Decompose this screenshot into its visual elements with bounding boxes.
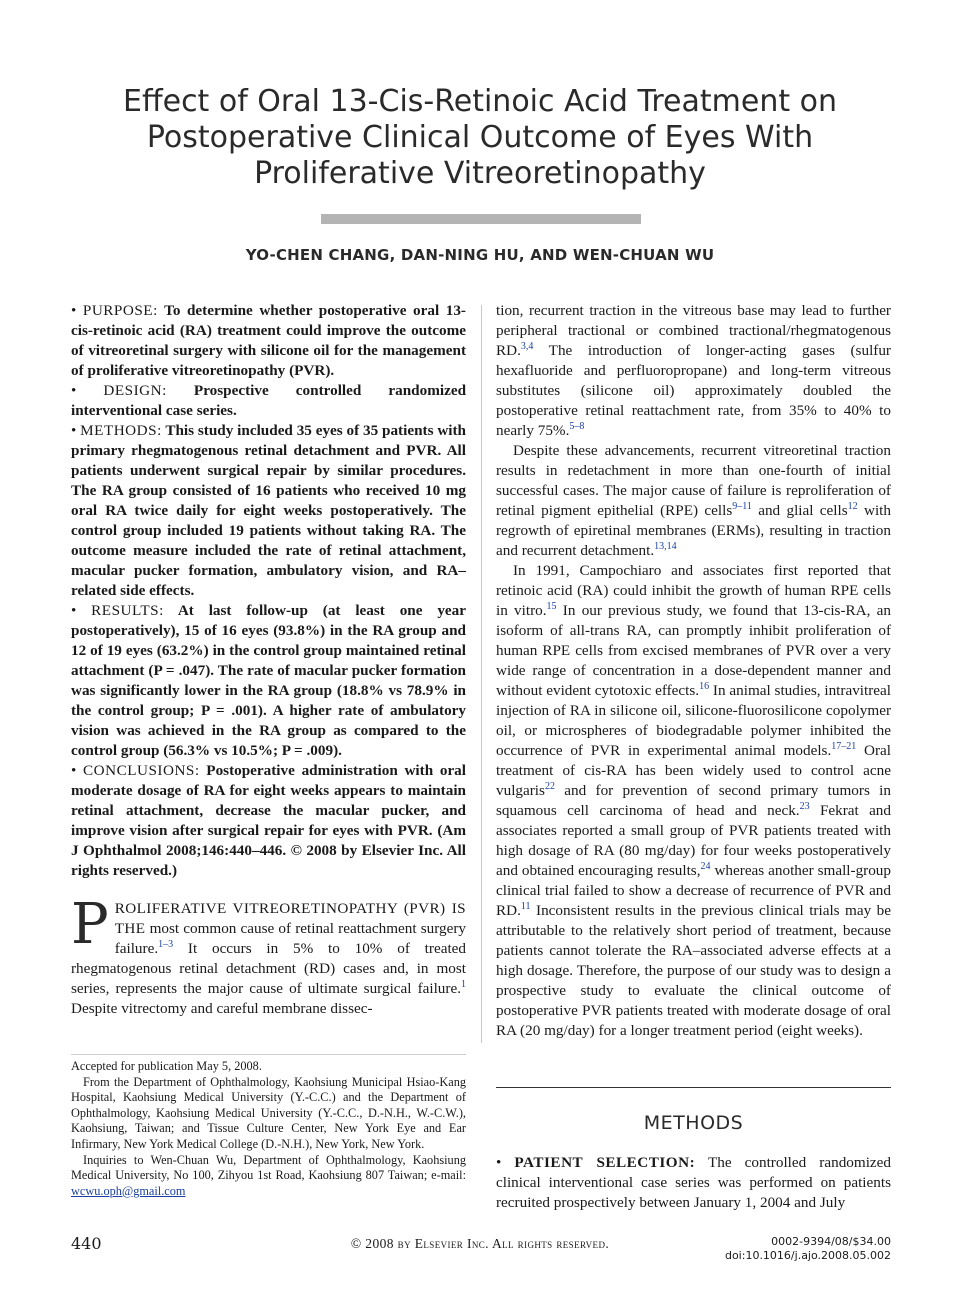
reference-link[interactable]: 9–11 bbox=[732, 501, 752, 512]
abstract-text: Postoperative administration with oral moderate dosage of RA for eight weeks appears to maintain retinal attachment, decrease the macular pucker, and improve vision after surgical repair for eyes with PVR. bbox=[71, 762, 467, 839]
body-paragraph bbox=[496, 441, 891, 561]
body-paragraph bbox=[496, 301, 891, 441]
reference-link[interactable]: 5–8 bbox=[569, 421, 585, 432]
page-number: 440 bbox=[71, 1234, 102, 1253]
drop-cap: P bbox=[71, 892, 109, 957]
bullet: • bbox=[496, 1154, 502, 1171]
body-text: whereas another small-group clinical trial failed to show a decrease of recurrence of PVR and RD. bbox=[496, 862, 891, 919]
abstract bbox=[71, 301, 466, 881]
doi: doi:10.1016/j.ajo.2008.05.002 bbox=[724, 1249, 891, 1262]
intro-text: Despite vitrectomy and careful membrane dissec- bbox=[71, 1000, 373, 1017]
footnote-affiliation: From the Department of Ophthalmology, Kaohsiung Municipal Hsiao-Kang Hospital, Kaohsiung Medical University (Y.-C.C.) and the Department of Ophthalmology, Kaohsiung Medical University (Y.-C.C., D.-N.H., W.-C.W.), Kaohsiung, Taiwan; and Tissue Culture Center, New York Eye and Ear Infirmary, New York Medical College (D.-N.H.), New York, New York. bbox=[71, 1074, 466, 1151]
reference-link[interactable]: 12 bbox=[847, 501, 858, 512]
abstract-methods bbox=[71, 421, 466, 601]
body-text: In 1991, Campochiaro and associates first reported that retinoic acid (RA) could inhibit the growth of human RPE cells in vitro. bbox=[496, 562, 891, 619]
body-text: In animal studies, intravitreal injection of RA in silicone oil, silicone-fluorosilicone copolymer oil, or microspheres of biodegradable polymer inhibited the occurrence of PVR in experimental animal models. bbox=[496, 682, 891, 759]
reference-link[interactable]: 17–21 bbox=[831, 741, 857, 752]
methods-text: The controlled randomized clinical interventional case series was performed on patients recruited prospectively between January 1, 2004 and July bbox=[496, 1154, 891, 1211]
bullet: • bbox=[71, 422, 77, 439]
article-title bbox=[60, 84, 900, 192]
title-line: Proliferative Vitreoretinopathy bbox=[254, 156, 706, 191]
abstract-text: To determine whether postoperative oral 13-cis-retinoic acid (RA) treatment could improve the outcome of vitreoretinal surgery with silicone oil for the management of proliferative vitreoretinopathy (PVR). bbox=[71, 302, 466, 379]
bullet: • bbox=[71, 382, 77, 399]
methods-body bbox=[496, 1153, 891, 1213]
author-list: YO-CHEN CHANG, DAN-NING HU, AND WEN-CHUAN WU bbox=[245, 246, 715, 264]
body-text: with regrowth of epiretinal membranes (ERMs), resulting in traction and recurrent detachment. bbox=[496, 502, 891, 559]
body-text: The introduction of longer-acting gases (sulfur hexafluoride and perfluoropropane) and long-term vitreous substitutes (silicone oil) approximately doubled the postoperative retinal reattachment rate, from 35% to 40% to nearly 75%. bbox=[496, 342, 891, 439]
abstract-purpose bbox=[71, 301, 466, 381]
body-text: and glial cells bbox=[751, 502, 848, 519]
footnote-inquiries bbox=[71, 1153, 466, 1200]
reference-link[interactable]: 1 bbox=[461, 979, 466, 990]
abstract-label: PURPOSE: bbox=[82, 302, 158, 319]
body-text: Oral treatment of cis-RA has been widely used to control acne vulgaris bbox=[496, 742, 891, 799]
abstract-text: This study included 35 eyes of 35 patients with primary rhegmatogenous retinal detachment and PVR. All patients underwent surgical repair by similar procedures. The RA group consisted of 16 patients who received 10 mg oral RA twice daily for eight weeks postoperatively. The control group included 19 patients without taking RA. The outcome measure included the rate of retinal attachment, macular pucker formation, ambulatory vision, and RA–related side effects. bbox=[71, 422, 467, 599]
reference-link[interactable]: 3,4 bbox=[520, 341, 534, 352]
body-text: In our previous study, we found that 13-cis-RA, an isoform of all-trans RA, can promptly inhibit proliferation of human RPE cells from excised membranes of PVR over a very wide range of concentration in a dose-dependent manner and without evident cytotoxic effects. bbox=[496, 602, 891, 699]
title-line: Effect of Oral 13-Cis-Retinoic Acid Treatment on bbox=[122, 84, 837, 119]
footnote-rule bbox=[71, 1054, 466, 1055]
column-divider bbox=[481, 305, 482, 1043]
abstract-label: METHODS: bbox=[80, 422, 162, 439]
reference-link[interactable]: 22 bbox=[544, 781, 555, 792]
bullet: • bbox=[71, 602, 77, 619]
abstract-conclusions bbox=[71, 761, 466, 881]
reference-link[interactable]: 1–3 bbox=[158, 939, 174, 950]
abstract-text: At last follow-up (at least one year postoperatively), 15 of 16 eyes (93.8%) in the RA group and 12 of 19 eyes (63.2%) in the control group maintained retinal attachment (P = .047). The rate of macular pucker formation was significantly lower in the RA group (18.8% vs 78.9% in the control group; P = .001). A higher rate of ambulatory vision was achieved in the RA group as compared to the control group (56.3% vs 10.5%; P = .009). bbox=[71, 602, 466, 759]
issn: 0002-9394/08/$34.00 bbox=[771, 1235, 891, 1248]
bullet: • bbox=[71, 762, 77, 779]
intro-paragraph bbox=[71, 892, 466, 1019]
footnote-accepted: Accepted for publication May 5, 2008. bbox=[71, 1059, 262, 1073]
body-text: tion, recurrent traction in the vitreous base may lead to further peripheral tractional or combined tractional/rhegmatogenous RD. bbox=[496, 302, 891, 359]
intro-text: It occurs in 5% to 10% of treated rhegmatogenous retinal detachment (RD) cases and, in most series, represents the major cause of ultimate surgical failure. bbox=[71, 940, 466, 997]
left-column bbox=[71, 301, 466, 1019]
intro-lead: ROLIFERATIVE VITREORETINOPATHY (PVR) IS THE bbox=[114, 900, 466, 937]
right-column bbox=[496, 301, 891, 1041]
body-paragraph bbox=[496, 561, 891, 1041]
abstract-text: Prospective controlled randomized interventional case series. bbox=[71, 382, 467, 419]
body-text: and for prevention of second primary tumors in squamous cell carcinoma of head and neck. bbox=[496, 782, 891, 819]
abstract-design bbox=[71, 381, 466, 421]
section-rule bbox=[496, 1087, 891, 1088]
body-text: Inconsistent results in the previous clinical trials may be attributable to the relatively short period of treatment, because patients cannot tolerate the RA–associated adverse effects at a high dosage. Therefore, the purpose of our study was to design a prospective study to evaluate the clinical outcome of postoperative PVR patients treated with moderate dosage of oral RA (20 mg/day) for a longer treatment period (eight weeks). bbox=[496, 902, 891, 1039]
footnotes bbox=[71, 1059, 466, 1199]
body-text: Despite these advancements, recurrent vitreoretinal traction results in redetachment in more than one-fourth of initial successful cases. The major cause of failure is reproliferation of retinal pigment epithelial (RPE) cells bbox=[496, 442, 891, 519]
email-link[interactable]: wcwu.oph@gmail.com bbox=[71, 1183, 186, 1198]
introduction bbox=[71, 892, 466, 1019]
reference-link[interactable]: 16 bbox=[699, 681, 710, 692]
inquiries-text: Inquiries to Wen-Chuan Wu, Department of Ophthalmology, Kaohsiung Medical University, No 100, Zihyou 1st Road, Kaohsiung 807 Taiwan; e-mail: bbox=[71, 1152, 466, 1183]
reference-link[interactable]: 13,14 bbox=[654, 541, 677, 552]
reference-link[interactable]: 24 bbox=[700, 861, 711, 872]
journal-citation: (Am J Ophthalmol 2008;146:440–446. © 2008 by Elsevier Inc. All rights reserved.) bbox=[71, 822, 467, 879]
title-line: Postoperative Clinical Outcome of Eyes With bbox=[146, 120, 814, 155]
bullet: • bbox=[71, 302, 77, 319]
reference-link[interactable]: 11 bbox=[520, 901, 531, 912]
reference-link[interactable]: 23 bbox=[799, 801, 810, 812]
footer-copyright: © 2008 by Elsevier Inc. All rights reserved. bbox=[350, 1236, 610, 1251]
abstract-label: CONCLUSIONS: bbox=[83, 762, 200, 779]
intro-text: most common cause of retinal reattachment surgery failure. bbox=[114, 920, 466, 957]
reference-link[interactable]: 15 bbox=[546, 601, 557, 612]
body-text: Fekrat and associates reported a small group of PVR patients treated with high dosage of RA (80 mg/day) for four weeks postoperatively and obtained encouraging results, bbox=[496, 802, 891, 879]
abstract-results bbox=[71, 601, 466, 761]
title-divider-bar bbox=[321, 214, 641, 224]
methods-paragraph bbox=[496, 1153, 891, 1213]
section-heading-methods: METHODS bbox=[643, 1112, 744, 1134]
abstract-label: DESIGN: bbox=[103, 382, 167, 399]
footer-identifiers bbox=[700, 1235, 891, 1263]
abstract-label: RESULTS: bbox=[91, 602, 164, 619]
methods-label: PATIENT SELECTION: bbox=[514, 1154, 696, 1171]
